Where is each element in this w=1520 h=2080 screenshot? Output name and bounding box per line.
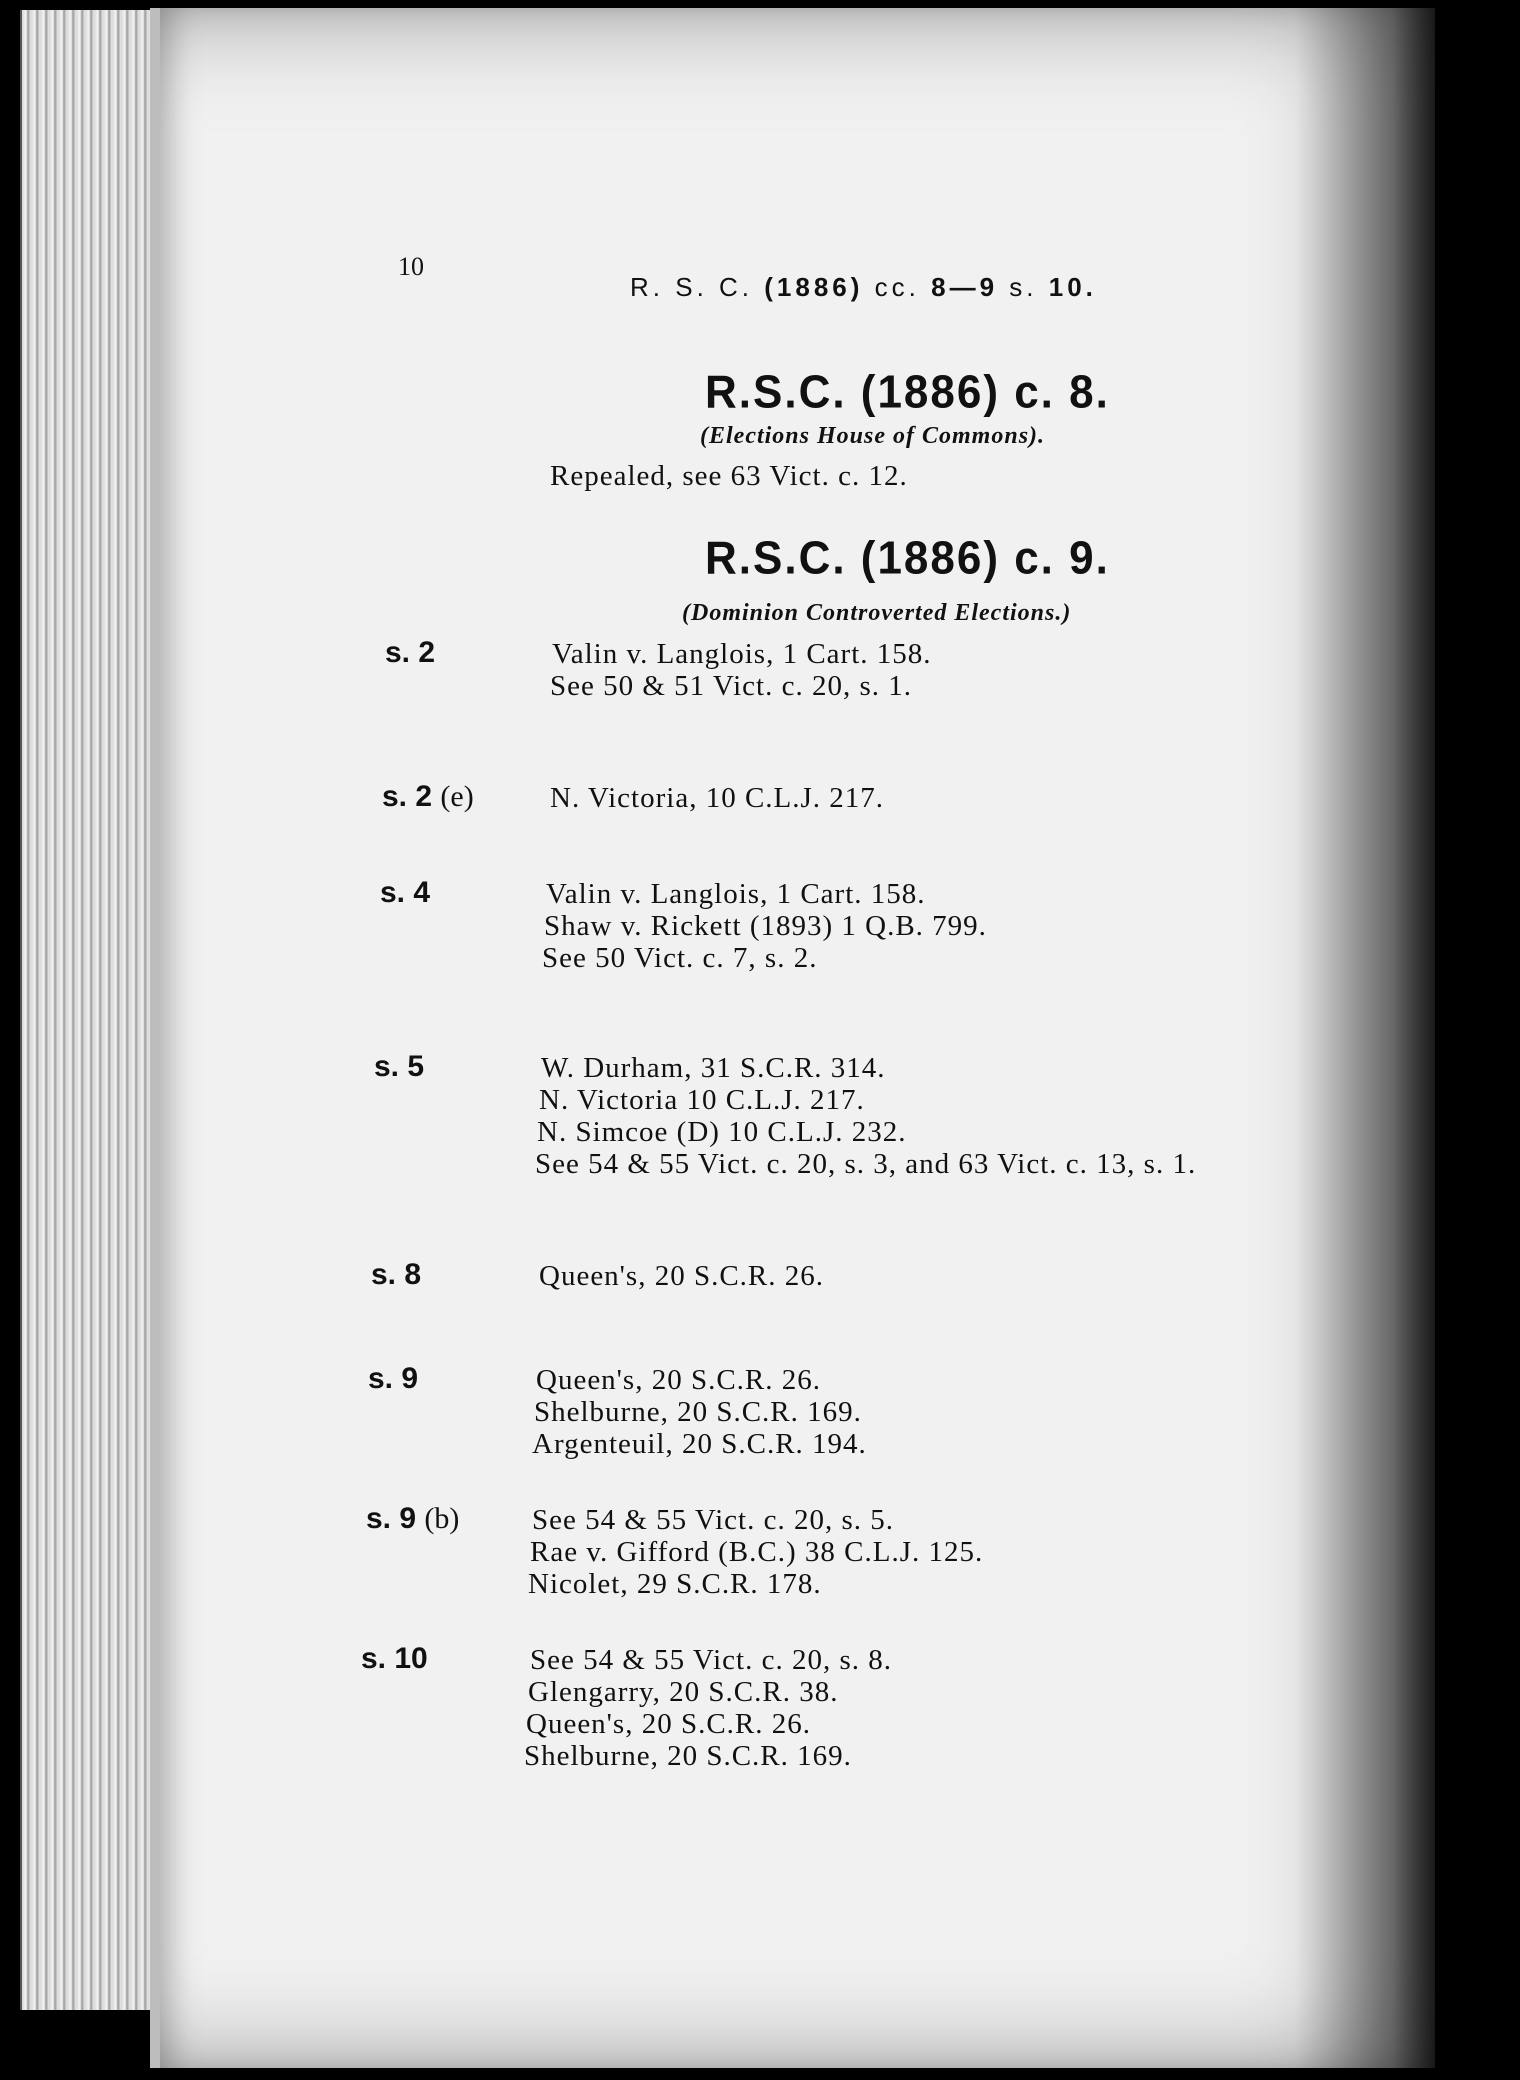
section-number: s. 9 <box>366 1502 417 1535</box>
page-number: 10 <box>398 252 424 281</box>
citation-line: Queen's, 20 S.C.R. 26. <box>526 1708 812 1740</box>
section-number: s. 9 <box>368 1362 419 1395</box>
citation-list <box>542 878 987 974</box>
running-head-chapters: 8—9 <box>931 272 999 302</box>
book-page <box>150 8 1435 2068</box>
chapter-8-title: R.S.C. (1886) c. 8. <box>705 366 1110 419</box>
chapter-9-title: R.S.C. (1886) c. 9. <box>705 532 1110 585</box>
citation-list <box>552 638 932 702</box>
running-head-prefix: R. S. C. <box>630 272 754 302</box>
running-head-section-label: s. <box>1009 272 1038 302</box>
citation-line: N. Simcoe (D) 10 C.L.J. 232. <box>537 1116 907 1148</box>
citation-line: Queen's, 20 S.C.R. 26. <box>536 1364 822 1396</box>
section-label <box>382 780 474 814</box>
chapter-9-subtitle: (Dominion Controverted Elections.) <box>682 600 1072 626</box>
section-label <box>385 636 435 670</box>
section-label <box>380 876 430 910</box>
citation-list <box>539 1260 824 1292</box>
chapter-8-note: Repealed, see 63 Vict. c. 12. <box>550 460 908 492</box>
section-number: s. 2 <box>382 780 433 813</box>
citation-line: Shelburne, 20 S.C.R. 169. <box>534 1396 862 1428</box>
running-head-section: 10. <box>1048 272 1097 302</box>
citation-line: Shelburne, 20 S.C.R. 169. <box>524 1740 852 1772</box>
section-label <box>371 1258 421 1292</box>
citation-line: Shaw v. Rickett (1893) 1 Q.B. 799. <box>544 910 987 942</box>
running-head-chapters-label: cc. <box>874 272 920 302</box>
citation-line: N. Victoria, 10 C.L.J. 217. <box>550 782 885 814</box>
citation-line: See 54 & 55 Vict. c. 20, s. 3, and 63 Vict. c. 13, s. 1. <box>535 1148 1197 1180</box>
citation-list <box>528 1504 984 1600</box>
citation-line: Queen's, 20 S.C.R. 26. <box>539 1260 825 1292</box>
section-label <box>366 1502 459 1536</box>
citation-line: See 50 & 51 Vict. c. 20, s. 1. <box>550 670 912 702</box>
citation-list <box>532 1364 867 1460</box>
running-head <box>630 272 1097 303</box>
section-subclause: (e) <box>440 780 474 813</box>
section-number: s. 10 <box>361 1642 428 1675</box>
section-number: s. 2 <box>385 636 436 669</box>
citation-line: Glengarry, 20 S.C.R. 38. <box>528 1676 839 1708</box>
citation-list <box>524 1644 892 1772</box>
citation-list <box>550 782 884 814</box>
citation-line: N. Victoria 10 C.L.J. 217. <box>539 1084 865 1116</box>
section-label <box>368 1362 418 1396</box>
section-number: s. 5 <box>374 1050 425 1083</box>
section-subclause: (b) <box>424 1502 460 1535</box>
citation-line: See 50 Vict. c. 7, s. 2. <box>542 942 818 974</box>
section-label <box>361 1642 428 1676</box>
section-number: s. 8 <box>371 1258 422 1291</box>
running-head-year: (1886) <box>764 272 864 302</box>
citation-line: Nicolet, 29 S.C.R. 178. <box>528 1568 822 1600</box>
citation-line: Argenteuil, 20 S.C.R. 194. <box>532 1428 867 1460</box>
citation-line: See 54 & 55 Vict. c. 20, s. 5. <box>532 1504 894 1536</box>
chapter-8-subtitle: (Elections House of Commons). <box>700 423 1046 449</box>
citation-line: See 54 & 55 Vict. c. 20, s. 8. <box>530 1644 892 1676</box>
citation-line: Valin v. Langlois, 1 Cart. 158. <box>552 638 932 670</box>
section-number: s. 4 <box>380 876 431 909</box>
citation-list <box>535 1052 1197 1180</box>
citation-line: W. Durham, 31 S.C.R. 314. <box>541 1052 886 1084</box>
section-label <box>374 1050 424 1084</box>
citation-line: Valin v. Langlois, 1 Cart. 158. <box>546 878 926 910</box>
citation-line: Rae v. Gifford (B.C.) 38 C.L.J. 125. <box>530 1536 984 1568</box>
